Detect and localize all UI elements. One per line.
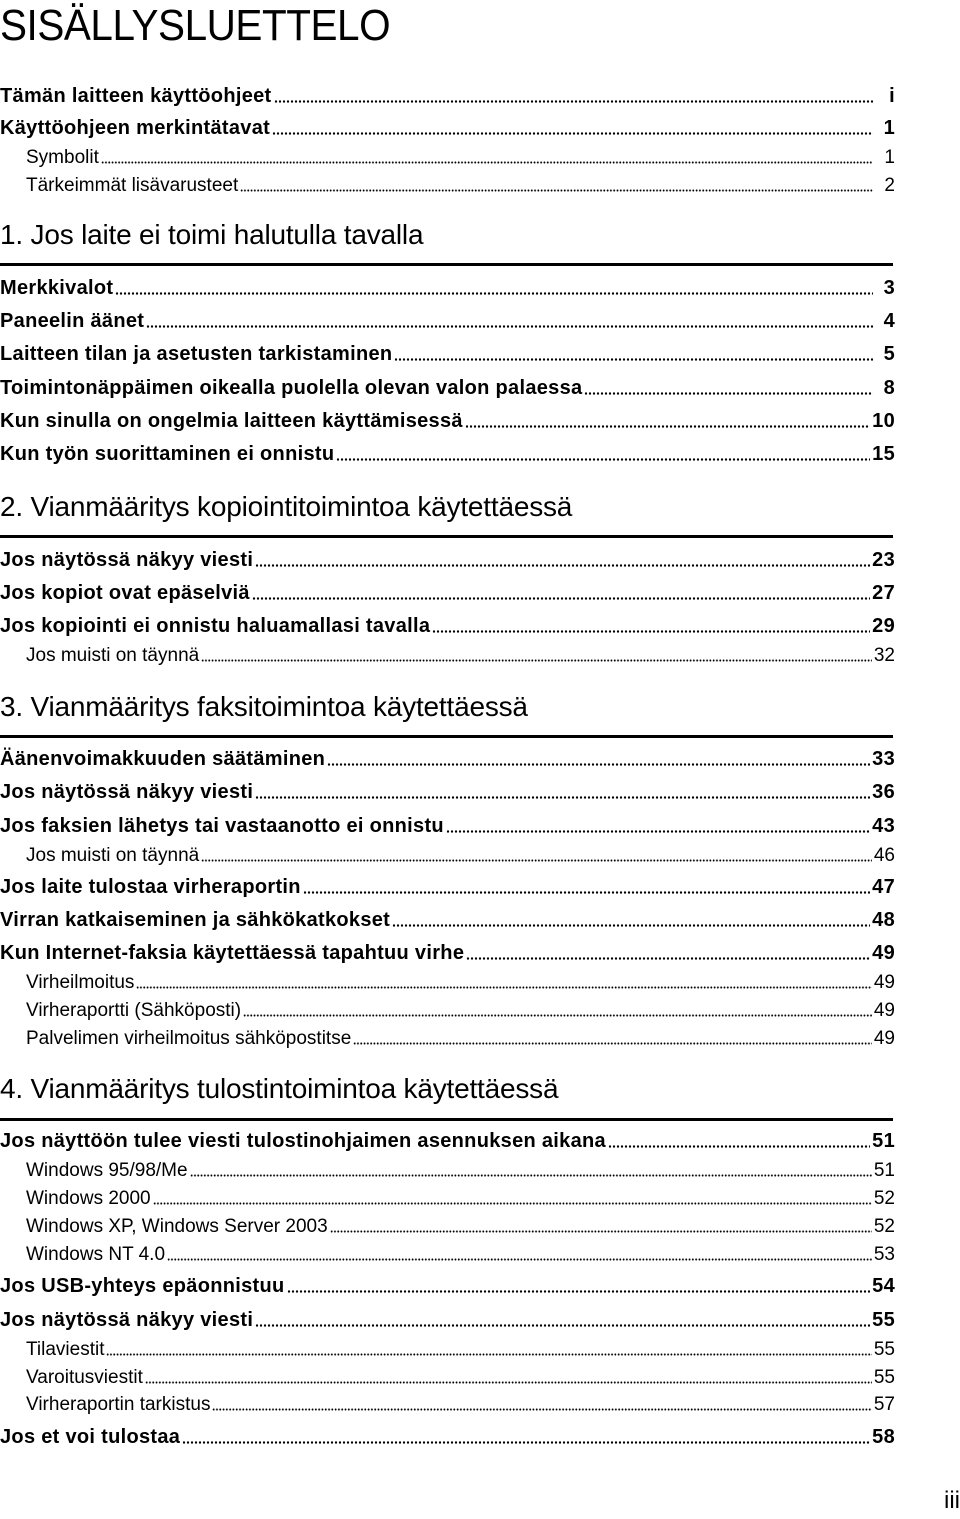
toc-entry-label: Windows NT 4.0 <box>26 1244 166 1265</box>
chapter-rule <box>0 263 893 266</box>
toc-entry-page: 52 <box>873 1216 895 1237</box>
toc-entry-label: Laitteen tilan ja asetusten tarkistaminen <box>0 343 393 365</box>
toc-entry-label: Jos muisti on täynnä <box>26 845 200 866</box>
dot-leader <box>101 161 873 164</box>
toc-entry-label: Windows XP, Windows Server 2003 <box>26 1216 328 1237</box>
toc-entry-page: 15 <box>872 443 895 465</box>
toc-entry-label: Virheraportti (Sähköposti) <box>26 1000 242 1021</box>
toc-entry-page: 27 <box>872 582 895 604</box>
toc-entry-page: 1 <box>884 147 895 168</box>
toc-entry-label: Jos kopiointi ei onnistu haluamallasi tavalla <box>0 615 431 637</box>
toc-entry-label: Paneelin äänet <box>0 310 145 332</box>
dot-leader <box>255 796 870 799</box>
toc-entry[interactable] <box>26 143 895 169</box>
toc-entry-label: Kun sinulla on ongelmia laitteen käyttämisessä <box>0 410 463 432</box>
dot-leader <box>252 597 870 600</box>
toc-entry[interactable] <box>26 1024 895 1050</box>
toc-entry-label: Symbolit <box>26 147 99 168</box>
toc-entry[interactable] <box>0 340 895 366</box>
dot-leader <box>327 763 870 766</box>
toc-entry[interactable] <box>26 1156 895 1182</box>
toc-entry[interactable] <box>0 274 895 300</box>
toc-entry[interactable] <box>26 1363 895 1389</box>
dot-leader <box>115 292 873 295</box>
toc-entry-label: Jos kopiot ovat epäselviä <box>0 582 250 604</box>
toc-entry-label: Jos muisti on täynnä <box>26 645 200 666</box>
toc-entry[interactable] <box>0 579 895 605</box>
toc-entry-label: Äänenvoimakkuuden säätäminen <box>0 748 326 770</box>
toc-entry-label: Tärkeimmät lisävarusteet <box>26 175 239 196</box>
toc-entry-page: 49 <box>873 972 895 993</box>
dot-leader <box>336 458 870 461</box>
toc-entry-label: Käyttöohjeen merkintätavat <box>0 117 271 139</box>
toc-entry-page: 47 <box>872 876 895 898</box>
toc-entry[interactable] <box>0 374 895 400</box>
dot-leader <box>394 358 873 361</box>
toc-entry-page: 49 <box>873 1028 895 1049</box>
toc-entry-page: 57 <box>873 1394 895 1415</box>
toc-entry-page: 5 <box>883 343 895 365</box>
toc-entry[interactable] <box>26 1212 895 1238</box>
toc-entry-page: 8 <box>883 377 895 399</box>
toc-entry-page: 32 <box>873 645 895 666</box>
dot-leader <box>584 392 873 395</box>
toc-entry[interactable] <box>0 1423 895 1449</box>
dot-leader <box>330 1230 872 1233</box>
dot-leader <box>303 891 870 894</box>
toc-entry[interactable] <box>0 1306 895 1332</box>
toc-entry[interactable] <box>0 407 895 433</box>
toc-entry[interactable] <box>26 171 895 197</box>
toc-entry[interactable] <box>26 1390 895 1416</box>
toc-entry[interactable] <box>0 307 895 333</box>
toc-entry[interactable] <box>26 968 895 994</box>
toc-entry[interactable] <box>0 745 895 771</box>
toc-entry[interactable] <box>26 1335 895 1361</box>
dot-leader <box>287 1290 871 1293</box>
dot-leader <box>145 1381 872 1384</box>
toc-entry-label: Virheilmoitus <box>26 972 135 993</box>
toc-entry-page: 23 <box>872 549 895 571</box>
toc-entry[interactable] <box>26 1184 895 1210</box>
toc-entry-page: 4 <box>883 310 895 332</box>
dot-leader <box>446 830 870 833</box>
toc-entry-label: Jos faksien lähetys tai vastaanotto ei onnistu <box>0 815 444 837</box>
page-title: SISÄLLYSLUETTELO <box>0 1 391 50</box>
toc-entry-page: 53 <box>873 1244 895 1265</box>
dot-leader <box>136 986 871 989</box>
toc-entry[interactable] <box>0 1127 895 1153</box>
toc-entry[interactable] <box>0 114 895 140</box>
chapter-heading[interactable]: 1. Jos laite ei toimi halutulla tavalla <box>0 219 424 250</box>
toc-entry-label: Jos näytössä näkyy viesti <box>0 781 254 803</box>
toc-entry-page: 33 <box>872 748 895 770</box>
toc-entry-page: 48 <box>872 909 895 931</box>
toc-entry-label: Virran katkaiseminen ja sähkökatkokset <box>0 909 391 931</box>
toc-entry-page: 3 <box>883 277 895 299</box>
toc-entry-page: 58 <box>872 1426 895 1448</box>
chapter-rule <box>0 1118 893 1121</box>
dot-leader <box>255 564 870 567</box>
toc-entry-label: Virheraportin tarkistus <box>26 1394 211 1415</box>
toc-entry-page: i <box>889 85 895 107</box>
toc-entry-page: 10 <box>872 410 895 432</box>
toc-entry-label: Jos laite tulostaa virheraportin <box>0 876 301 898</box>
toc-entry-page: 55 <box>873 1367 895 1388</box>
toc-entry[interactable] <box>26 641 895 667</box>
page-number: iii <box>944 1487 960 1514</box>
toc-entry[interactable] <box>0 873 895 899</box>
dot-leader <box>240 189 873 192</box>
toc-entry-page: 2 <box>884 175 895 196</box>
toc-entry[interactable] <box>0 939 895 965</box>
dot-leader <box>274 100 874 103</box>
toc-entry[interactable] <box>0 1272 895 1298</box>
toc-entry-label: Jos näytössä näkyy viesti <box>0 549 254 571</box>
dot-leader <box>201 859 872 862</box>
toc-entry-label: Tilaviestit <box>26 1339 105 1360</box>
toc-entry-page: 43 <box>872 815 895 837</box>
dot-leader <box>432 630 870 633</box>
toc-entry-page: 55 <box>873 1339 895 1360</box>
toc-entry[interactable] <box>0 812 895 838</box>
toc-entry-page: 29 <box>872 615 895 637</box>
dot-leader <box>106 1353 871 1356</box>
toc-entry[interactable] <box>0 82 895 108</box>
chapter-heading[interactable]: 2. Vianmääritys kopiointitoimintoa käytettäessä <box>0 491 573 522</box>
toc-entry-label: Varoitusviestit <box>26 1367 143 1388</box>
toc-entry-label: Jos näytössä näkyy viesti <box>0 1309 254 1331</box>
chapter-rule <box>0 535 893 538</box>
toc-entry[interactable] <box>26 1240 895 1266</box>
toc-entry-page: 54 <box>872 1275 895 1297</box>
toc-entry-label: Palvelimen virheilmoitus sähköpostitse <box>26 1028 352 1049</box>
toc-entry-page: 46 <box>873 845 895 866</box>
toc-entry-label: Kun työn suorittaminen ei onnistu <box>0 443 335 465</box>
toc-entry[interactable] <box>0 612 895 638</box>
dot-leader <box>272 132 873 135</box>
toc-entry-label: Jos USB-yhteys epäonnistuu <box>0 1275 285 1297</box>
dot-leader <box>146 325 873 328</box>
toc-entry-label: Kun Internet-faksia käytettäessä tapahtuu virhe <box>0 942 465 964</box>
dot-leader <box>243 1014 872 1017</box>
dot-leader <box>167 1258 872 1261</box>
dot-leader <box>353 1042 872 1045</box>
toc-entry[interactable] <box>0 778 895 804</box>
chapter-heading[interactable]: 4. Vianmääritys tulostintoimintoa käytettäessä <box>0 1073 559 1104</box>
chapter-heading[interactable]: 3. Vianmääritys faksitoimintoa käytettäessä <box>0 691 528 722</box>
toc-entry-label: Jos et voi tulostaa <box>0 1426 181 1448</box>
dot-leader <box>466 957 870 960</box>
dot-leader <box>201 659 872 662</box>
dot-leader <box>190 1174 872 1177</box>
dot-leader <box>153 1202 872 1205</box>
toc-entry[interactable] <box>26 996 895 1022</box>
toc-entry[interactable] <box>26 841 895 867</box>
toc-entry-label: Merkkivalot <box>0 277 114 299</box>
toc-entry-page: 49 <box>872 942 895 964</box>
dot-leader <box>255 1324 870 1327</box>
toc-entry-page: 49 <box>873 1000 895 1021</box>
chapter-rule <box>0 735 893 738</box>
toc-entry-page: 55 <box>872 1309 895 1331</box>
dot-leader <box>212 1408 871 1411</box>
toc-entry-page: 36 <box>872 781 895 803</box>
dot-leader <box>608 1145 870 1148</box>
toc-entry-label: Windows 2000 <box>26 1188 151 1209</box>
dot-leader <box>465 425 870 428</box>
dot-leader <box>392 924 870 927</box>
toc-entry-label: Jos näyttöön tulee viesti tulostinohjaimen asennuksen aikana <box>0 1130 606 1152</box>
toc-entry-page: 52 <box>873 1188 895 1209</box>
toc-entry-label: Toimintonäppäimen oikealla puolella olevan valon palaessa <box>0 377 583 399</box>
toc-entry-label: Windows 95/98/Me <box>26 1160 188 1181</box>
toc-entry[interactable] <box>0 906 895 932</box>
toc-entry-page: 51 <box>873 1160 895 1181</box>
toc-entry[interactable] <box>0 440 895 466</box>
toc-entry-page: 51 <box>872 1130 895 1152</box>
dot-leader <box>182 1441 870 1444</box>
toc-entry-label: Tämän laitteen käyttöohjeet <box>0 85 272 107</box>
toc-entry-page: 1 <box>883 117 895 139</box>
toc-entry[interactable] <box>0 546 895 572</box>
